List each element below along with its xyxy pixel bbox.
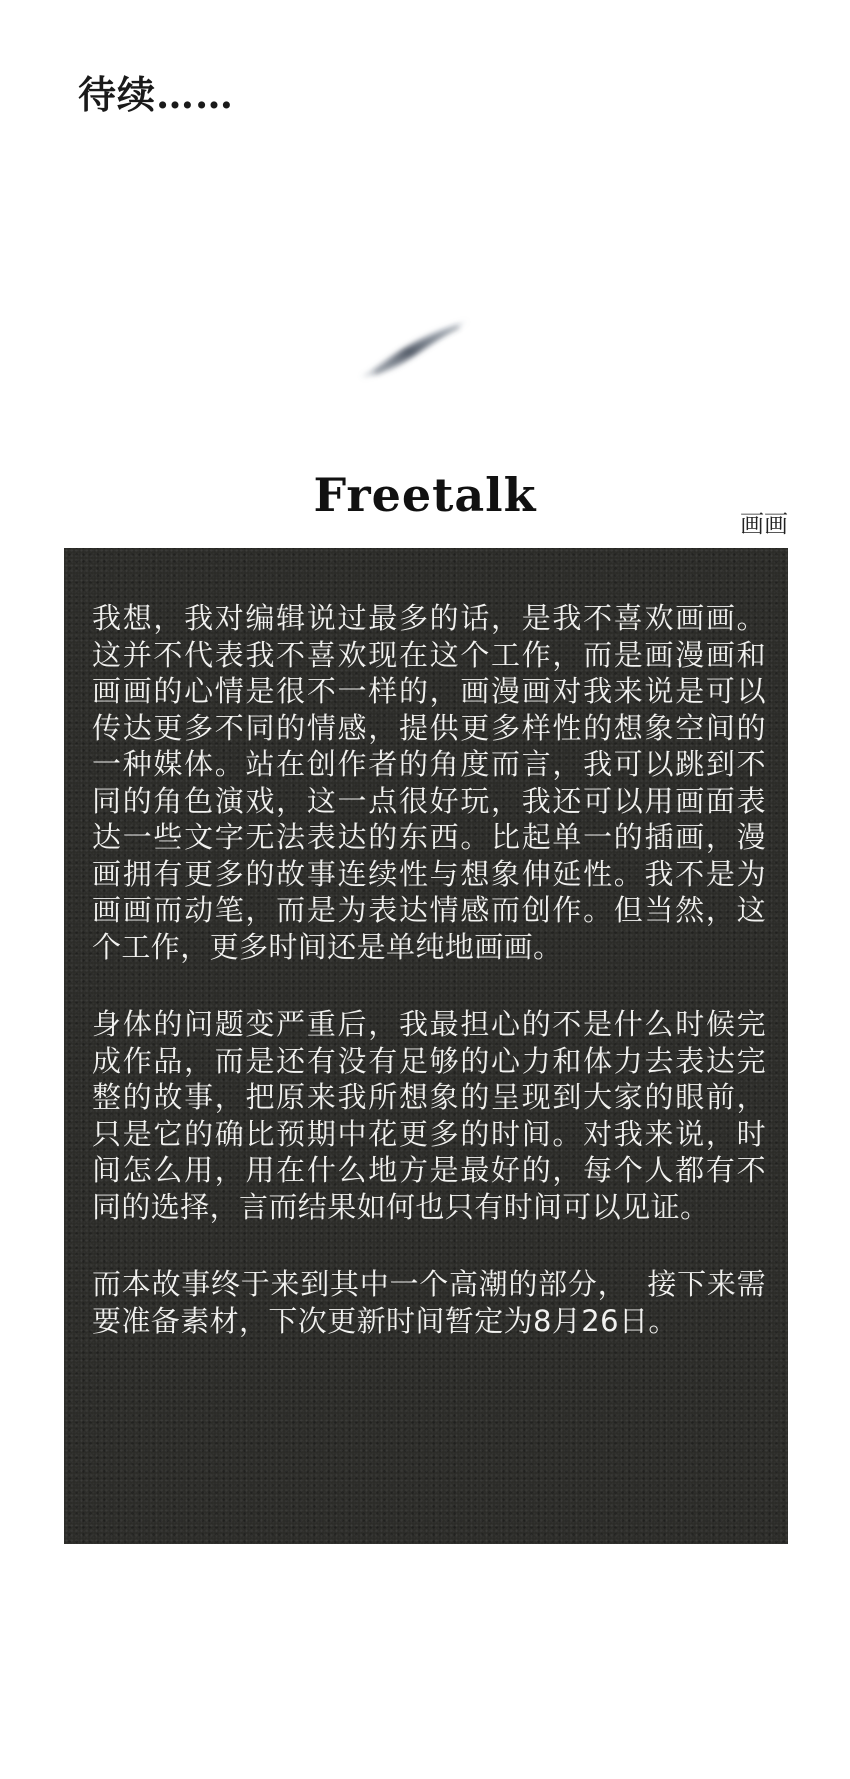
paragraph-1: 我想，我对编辑说过最多的话，是我不喜欢画画。这并不代表我不喜欢现在这个工作，而是画漫画和画画的心情是很不一样的，画漫画对我来说是可以传达更多不同的情感，提供更多样性的想象空间的一种媒体。站在创作者的角度而言，我可以跳到不同的角色演戏，这一点很好玩，我还可以用画面表达一些文字无法表达的东西。比起单一的插画，漫画拥有更多的故事连续性与想象伸延性。我不是为画画而动笔，而是为表达情感而创作。但当然，这个工作，更多时间还是单纯地画画。	[92, 601, 766, 964]
freetalk-title: Freetalk	[313, 468, 537, 522]
feather-icon	[355, 315, 475, 385]
to-be-continued-text: 待续……	[78, 72, 235, 117]
freetalk-text-panel	[64, 548, 788, 1544]
author-name: 画画	[740, 510, 788, 538]
paragraph-3: 而本故事终于来到其中一个高潮的部分， 接下来需要准备素材，下次更新时间暂定为8月26日。	[92, 1267, 766, 1338]
paragraph-2: 身体的问题变严重后，我最担心的不是什么时候完成作品，而是还有没有足够的心力和体力去表达完整的故事，把原来我所想象的呈现到大家的眼前，只是它的确比预期中花更多的时间。对我来说，时间怎么用，用在什么地方是最好的，每个人都有不同的选择，言而结果如何也只有时间可以见证。	[92, 1007, 766, 1224]
